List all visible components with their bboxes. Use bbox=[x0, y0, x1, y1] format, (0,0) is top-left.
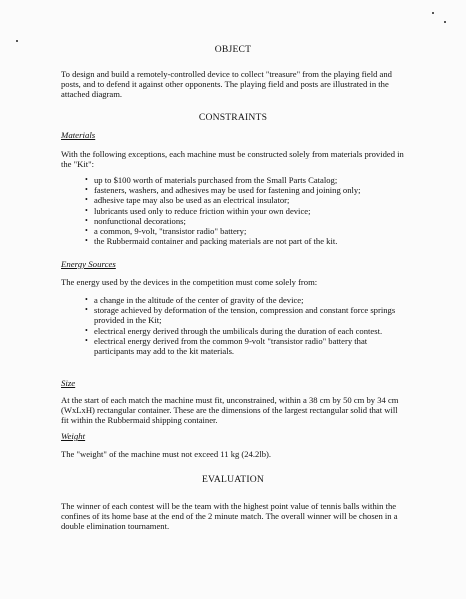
materials-list bbox=[85, 175, 405, 246]
energy-sources-intro: The energy used by the devices in the competition must come solely from: bbox=[61, 277, 318, 287]
list-item: • electrical energy derived through the umbilicals during the duration of each contest. bbox=[85, 326, 405, 336]
list-item: • the Rubbermaid container and packing materials are not part of the kit. bbox=[85, 236, 405, 246]
energy-sources-subheading: Energy Sources bbox=[61, 259, 116, 269]
evaluation-heading: EVALUATION bbox=[201, 474, 265, 485]
materials-subheading: Materials bbox=[61, 130, 96, 140]
list-item: • electrical energy derived from the common 9-volt "transistor radio" battery that participants may add to the kit materials. bbox=[85, 336, 405, 356]
energy-sources-list bbox=[85, 295, 405, 356]
materials-intro: With the following exceptions, each machine must be constructed solely from materials provided in the "Kit": bbox=[61, 149, 404, 170]
scan-speck bbox=[16, 40, 18, 42]
weight-paragraph: The "weight" of the machine must not exceed 11 kg (24.2lb). bbox=[61, 449, 272, 459]
list-item: • nonfunctional decorations; bbox=[85, 216, 405, 226]
weight-subheading: Weight bbox=[61, 431, 86, 441]
constraints-heading: CONSTRAINTS bbox=[198, 112, 268, 123]
list-item: • fasteners, washers, and adhesives may be used for fastening and joining only; bbox=[85, 185, 405, 195]
scan-speck bbox=[444, 21, 446, 23]
list-item: • storage achieved by deformation of the tension, compression and constant force springs provided in the Kit; bbox=[85, 305, 405, 325]
object-paragraph: To design and build a remotely-controlled device to collect "treasure" from the playing field and posts, and to defend it against other opponents. The playing field and posts are illustrated in the attached diagram. bbox=[61, 69, 392, 100]
scan-speck bbox=[432, 12, 434, 14]
list-item: • adhesive tape may also be used as an electrical insulator; bbox=[85, 195, 405, 205]
object-heading: OBJECT bbox=[214, 44, 252, 55]
list-item: • lubricants used only to reduce friction within your own device; bbox=[85, 206, 405, 216]
list-item: • a common, 9-volt, "transistor radio" battery; bbox=[85, 226, 405, 236]
size-subheading: Size bbox=[61, 378, 76, 388]
list-item: • a change in the altitude of the center of gravity of the device; bbox=[85, 295, 405, 305]
evaluation-paragraph: The winner of each contest will be the team with the highest point value of tennis balls within the confines of its home base at the end of the 2 minute match. The overall winner will be chosen in a double elimination tournament. bbox=[61, 501, 398, 532]
list-item: • up to $100 worth of materials purchased from the Small Parts Catalog; bbox=[85, 175, 405, 185]
size-paragraph: At the start of each match the machine must fit, unconstrained, within a 38 cm by 50 cm by 34 cm (WxLxH) rectangular container. These are the dimensions of the largest rectangular solid that will fit within the Rubbermaid shipping container. bbox=[61, 395, 399, 426]
